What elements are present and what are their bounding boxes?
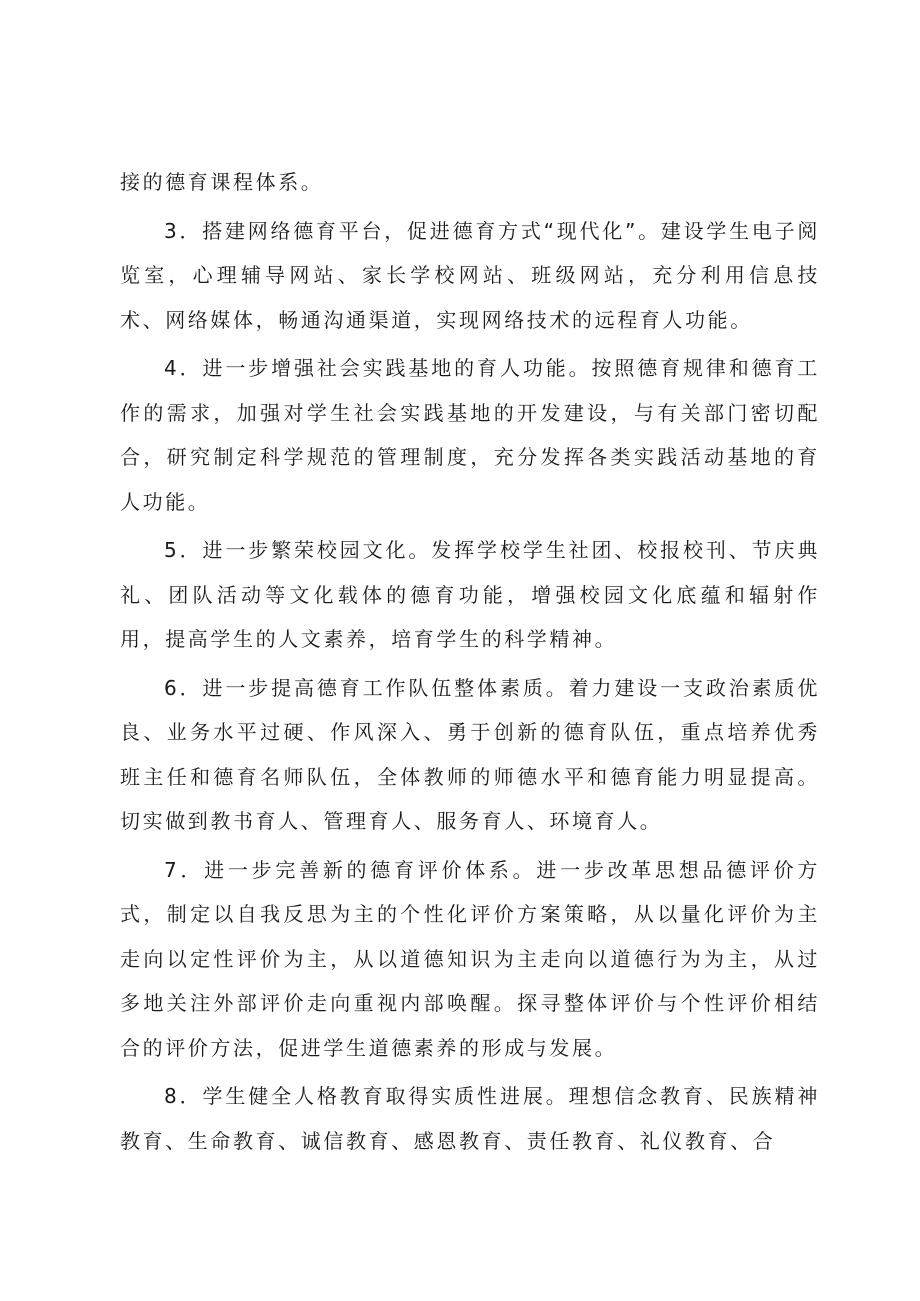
paragraph-item-4: 4．进一步增强社会实践基地的育人功能。按照德育规律和德育工作的需求，加强对学生社会实践基地的开发建设，与有关部门密切配合，研究制定科学规范的管理制度，充分发挥各类实践活动基地的育人功能。 [120, 356, 820, 514]
document-body [120, 160, 820, 1167]
paragraph-item-7: 7．进一步完善新的德育评价体系。进一步改革思想品德评价方式，制定以自我反思为主的个性化评价方案策略，从以量化评价为主走向以定性评价为主，从以道德知识为主走向以道德行为为主，从过多地关注外部评价走向重视内部唤醒。探寻整体评价与个性评价相结合的评价方法，促进学生道德素养的形成与发展。 [120, 857, 820, 1060]
paragraph-item-8: 8．学生健全人格教育取得实质性进展。理想信念教育、民族精神教育、生命教育、诚信教育、感恩教育、责任教育、礼仪教育、合 [120, 1084, 820, 1153]
paragraph-continuation: 接的德育课程体系。 [120, 170, 324, 194]
paragraph-item-6: 6．进一步提高德育工作队伍整体素质。着力建设一支政治素质优良、业务水平过硬、作风深入、勇于创新的德育队伍，重点培养优秀班主任和德育名师队伍，全体教师的师德水平和德育能力明显提高。切实做到教书育人、管理育人、服务育人、环境育人。 [120, 675, 820, 833]
paragraph-item-3: 3．搭建网络德育平台，促进德育方式“现代化”。建设学生电子阅览室，心理辅导网站、家长学校网站、班级网站，充分利用信息技术、网络媒体，畅通沟通渠道，实现网络技术的远程育人功能。 [120, 218, 820, 332]
paragraph-item-5: 5．进一步繁荣校园文化。发挥学校学生社团、校报校刊、节庆典礼、团队活动等文化载体的德育功能，增强校园文化底蕴和辐射作用，提高学生的人文素养，培育学生的科学精神。 [120, 538, 820, 651]
